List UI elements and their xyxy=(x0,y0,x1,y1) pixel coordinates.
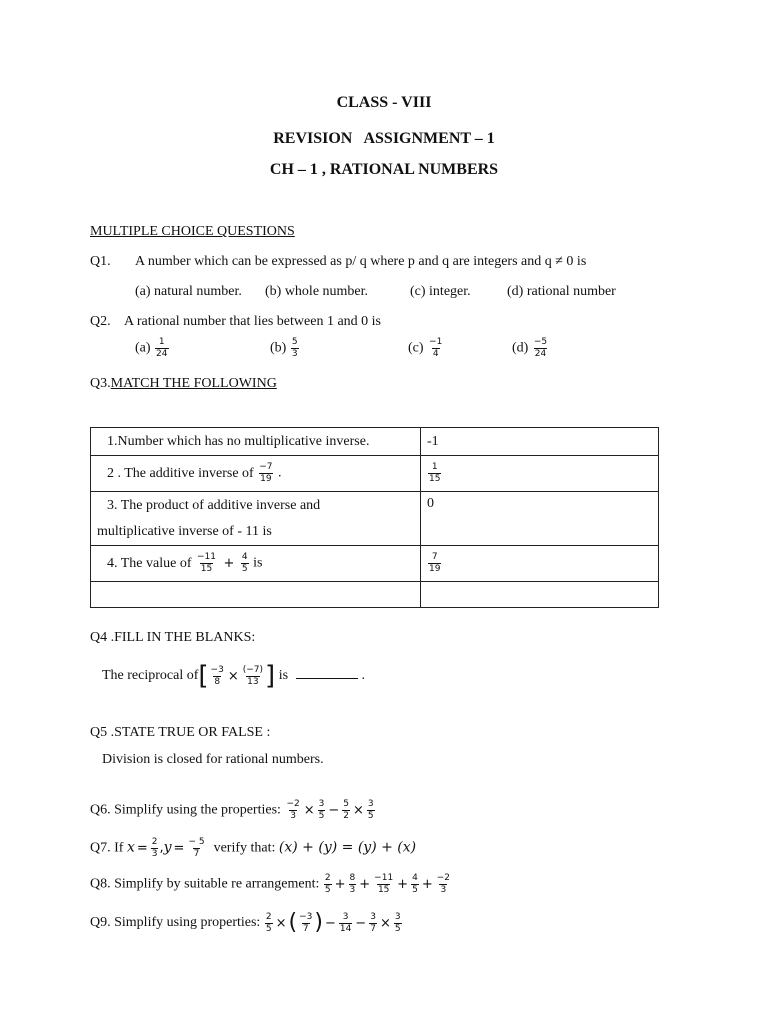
q2-option-b-fraction xyxy=(291,338,299,359)
denominator: 5 xyxy=(241,564,248,574)
q4-fraction-2 xyxy=(242,666,264,687)
denominator: 14 xyxy=(339,923,352,934)
match-table xyxy=(90,427,659,608)
right-paren: ) xyxy=(314,910,323,935)
denominator: 19 xyxy=(260,474,272,484)
numerator: 3 xyxy=(367,799,374,809)
q4-answer-blank xyxy=(296,666,358,679)
numerator: 8 xyxy=(349,873,356,883)
match-left-3-line2: multiplicative inverse of - 11 is xyxy=(97,523,272,539)
minus-sign: − xyxy=(355,915,367,931)
q8-fraction-4 xyxy=(411,874,419,895)
denominator: 3 xyxy=(290,811,296,821)
numerator: 7 xyxy=(431,552,438,562)
match-right-2-fraction xyxy=(428,463,441,484)
q8-fraction-5 xyxy=(436,874,451,895)
q2-option-a-fraction xyxy=(155,338,168,359)
match-left-4-is: is xyxy=(253,555,263,571)
denominator: 24 xyxy=(156,349,168,359)
denominator: 3 xyxy=(440,885,447,895)
q2-option-a xyxy=(135,338,170,359)
denominator: 3 xyxy=(151,849,158,859)
plus-sign: + xyxy=(223,556,235,571)
numerator: −11 xyxy=(374,873,394,883)
q8-question xyxy=(90,874,452,895)
minus-sign: − xyxy=(328,803,340,818)
plus-sign: + xyxy=(421,877,433,892)
numerator: − 5 xyxy=(188,837,205,847)
times-sign: × xyxy=(353,803,364,818)
q9-text: Q9. Simplify using properties: xyxy=(90,915,261,931)
numerator: 3 xyxy=(370,911,376,922)
q8-fraction-3 xyxy=(373,874,394,895)
q2-option-d xyxy=(512,338,549,359)
left-bracket: [ xyxy=(198,661,209,691)
q9-question xyxy=(90,912,403,934)
q3-heading xyxy=(90,376,277,392)
match-left-2 xyxy=(91,456,421,492)
q1-number: Q1. xyxy=(90,254,111,269)
match-right-3 xyxy=(421,492,659,546)
q1-option-b: (b) whole number. xyxy=(265,284,369,299)
equals-sign: = xyxy=(136,841,148,856)
times-sign: × xyxy=(227,668,239,684)
q9-fraction-4 xyxy=(369,913,377,934)
match-left-1-text: 1.Number which has no multiplicative inverse. xyxy=(107,433,370,449)
q2-option-c-label: (c) xyxy=(408,340,424,356)
table-row xyxy=(91,492,659,546)
q2-option-b-label: (b) xyxy=(270,340,287,356)
match-left-2-text: 2 . The additive inverse of xyxy=(107,465,254,481)
numerator: 3 xyxy=(394,911,401,922)
q6-fraction-4 xyxy=(367,800,375,821)
q1-text: A number which can be expressed as p/ q where p and q are integers and q ≠ 0 is xyxy=(135,254,587,269)
q4-is-text: is xyxy=(278,668,289,684)
plus-sign: + xyxy=(359,877,371,892)
plus-sign: + xyxy=(397,877,409,892)
table-row xyxy=(91,582,659,608)
denominator: 7 xyxy=(370,923,376,934)
q4-heading: Q4 .FILL IN THE BLANKS: xyxy=(90,630,256,645)
denominator: 13 xyxy=(247,676,259,687)
numerator: −1 xyxy=(429,337,443,347)
numerator: 5 xyxy=(291,337,298,347)
q4-pre-text: The reciprocal of xyxy=(102,668,199,684)
numerator: 1 xyxy=(158,337,165,347)
comma: , xyxy=(159,840,164,856)
chapter-title: CH – 1 , RATIONAL NUMBERS xyxy=(269,161,499,178)
match-left-3 xyxy=(91,492,421,546)
match-left-1 xyxy=(91,428,421,456)
numerator: −5 xyxy=(533,337,548,347)
match-left-3-line1: 3. The product of additive inverse and xyxy=(107,497,321,513)
denominator: 5 xyxy=(394,923,401,934)
q5-statement: Division is closed for rational numbers. xyxy=(102,752,324,767)
table-row xyxy=(91,546,659,582)
right-bracket: ] xyxy=(265,661,276,691)
match-right-5-empty xyxy=(421,582,659,608)
table-row xyxy=(91,428,659,456)
q7-x-fraction xyxy=(151,838,159,859)
denominator: 15 xyxy=(200,564,213,574)
q8-text: Q8. Simplify by suitable re arrangement: xyxy=(90,876,320,892)
times-sign: × xyxy=(303,803,315,818)
q7-identity: (x) + (y) = (y) + (x) xyxy=(278,839,417,856)
q6-question xyxy=(90,800,376,821)
section-mcq-heading: MULTIPLE CHOICE QUESTIONS xyxy=(90,224,295,239)
q7-y-fraction xyxy=(187,838,205,859)
numerator: (−7) xyxy=(242,664,264,675)
q2-option-b xyxy=(270,338,300,359)
q2-text: A rational number that lies between 1 and 0 is xyxy=(124,314,381,329)
table-row xyxy=(91,456,659,492)
q4-statement xyxy=(102,663,365,689)
numerator: 2 xyxy=(324,873,331,883)
q2-option-d-fraction xyxy=(533,338,548,359)
match-right-1 xyxy=(421,428,659,456)
q3-title: MATCH THE FOLLOWING xyxy=(110,376,277,391)
plus-sign: + xyxy=(334,877,346,892)
match-left-4-fraction-1 xyxy=(196,553,217,574)
numerator: 4 xyxy=(412,873,418,883)
numerator: −11 xyxy=(197,552,216,562)
times-sign: × xyxy=(379,915,391,931)
q6-fraction-3 xyxy=(342,800,350,821)
q9-fraction-2 xyxy=(298,913,313,934)
numerator: −7 xyxy=(259,462,273,472)
q6-fraction-2 xyxy=(318,800,326,821)
q2-option-c-fraction xyxy=(428,338,443,359)
q7-if-text: Q7. If xyxy=(90,840,124,856)
q4-fraction-1 xyxy=(210,666,225,687)
denominator: 5 xyxy=(412,885,418,895)
variable-y: y xyxy=(163,839,172,856)
q8-fraction-2 xyxy=(349,874,357,895)
match-left-5-empty xyxy=(91,582,421,608)
denominator: 24 xyxy=(534,349,547,359)
q3-number: Q3. xyxy=(90,376,111,391)
numerator: −2 xyxy=(286,799,300,809)
numerator: 2 xyxy=(151,837,158,847)
match-right-4-fraction xyxy=(428,553,441,574)
match-left-4-text: 4. The value of xyxy=(107,555,192,571)
q1-option-a: (a) natural number. xyxy=(135,284,242,299)
numerator: −2 xyxy=(436,873,450,883)
equals-sign: = xyxy=(173,841,185,856)
q1-option-c: (c) integer. xyxy=(410,284,471,299)
numerator: −3 xyxy=(210,664,224,675)
assignment-title: REVISION ASSIGNMENT – 1 xyxy=(273,130,495,147)
denominator: 15 xyxy=(429,474,441,484)
times-sign: × xyxy=(275,915,287,931)
match-left-4-fraction-2 xyxy=(241,553,249,574)
match-right-1-text: -1 xyxy=(427,433,439,449)
match-right-2 xyxy=(421,456,659,492)
class-title: CLASS - VIII xyxy=(336,94,432,111)
match-right-4 xyxy=(421,546,659,582)
numerator: 2 xyxy=(265,911,272,922)
match-left-2-fraction xyxy=(258,463,273,484)
left-paren: ( xyxy=(288,910,298,935)
minus-sign: − xyxy=(324,915,336,931)
q6-fraction-1 xyxy=(285,800,300,821)
numerator: 1 xyxy=(431,462,438,472)
q5-heading: Q5 .STATE TRUE OR FALSE : xyxy=(90,725,271,740)
denominator: 5 xyxy=(367,811,374,821)
denominator: 3 xyxy=(349,885,356,895)
q2-number: Q2. xyxy=(90,314,111,329)
variable-x: x xyxy=(126,839,135,856)
denominator: 7 xyxy=(302,923,309,934)
q7-verify-text: verify that: xyxy=(213,840,276,856)
denominator: 8 xyxy=(214,676,221,687)
q9-fraction-1 xyxy=(265,913,273,934)
denominator: 7 xyxy=(193,849,200,859)
q9-fraction-5 xyxy=(394,913,402,934)
numerator: 5 xyxy=(343,799,349,809)
denominator: 5 xyxy=(265,923,272,934)
q2-option-a-label: (a) xyxy=(135,340,151,356)
denominator: 19 xyxy=(429,564,441,574)
numerator: 4 xyxy=(241,552,248,562)
denominator: 5 xyxy=(324,885,331,895)
match-left-4 xyxy=(91,546,421,582)
denominator: 2 xyxy=(343,811,349,821)
q6-text: Q6. Simplify using the properties: xyxy=(90,802,281,818)
numerator: 3 xyxy=(342,911,349,922)
numerator: −3 xyxy=(299,911,313,922)
numerator: 3 xyxy=(318,799,325,809)
q9-fraction-3 xyxy=(339,913,352,934)
denominator: 15 xyxy=(377,885,390,895)
q2-option-c xyxy=(408,338,444,359)
denominator: 5 xyxy=(318,811,325,821)
q1-option-d: (d) rational number xyxy=(507,284,616,299)
denominator: 4 xyxy=(432,349,439,359)
q2-option-d-label: (d) xyxy=(512,340,529,356)
denominator: 3 xyxy=(291,349,298,359)
match-left-2-period: . xyxy=(277,465,282,481)
match-right-3-text: 0 xyxy=(427,496,434,511)
q8-fraction-1 xyxy=(324,874,332,895)
q4-period: . xyxy=(361,668,366,684)
q7-question xyxy=(90,838,416,859)
